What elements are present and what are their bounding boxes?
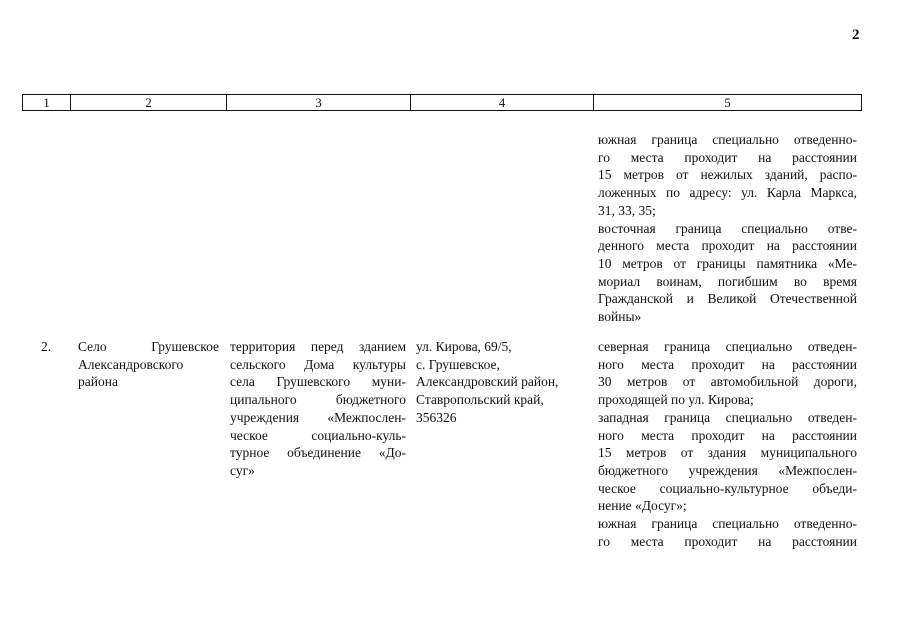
table-header-row — [22, 94, 862, 111]
header-col-5: 5 — [724, 95, 731, 110]
page-number: 2 — [852, 27, 860, 43]
header-col-3: 3 — [227, 95, 411, 110]
text-line: сельского Дома культуры — [230, 356, 406, 372]
text-line: бюджетного учреждения «Межпослен- — [598, 462, 857, 478]
text-line: южная граница специально отведенно- — [598, 132, 857, 147]
text-line: территория перед зданием — [230, 339, 406, 354]
text-line: ного места проходит на расстоянии — [598, 356, 857, 372]
text-line: Александровский район, — [416, 374, 559, 390]
text-line: го места проходит на расстоянии — [598, 149, 857, 165]
settlement-name-cell — [78, 338, 219, 391]
text-line: ул. Кирова, 69/5, — [416, 339, 512, 354]
territory-description-cell — [230, 338, 406, 480]
text-line: ного места проходит на расстоянии — [598, 427, 857, 443]
text-line: суг» — [230, 462, 255, 478]
header-col-2: 2 — [71, 95, 227, 110]
text-line: ципального бюджетного — [230, 392, 406, 408]
header-col-1: 1 — [23, 95, 71, 110]
text-line: 31, 33, 35; — [598, 202, 656, 218]
text-line: мориал воинам, погибшим во время — [598, 273, 857, 289]
text-line: села Грушевского муни- — [230, 374, 406, 390]
text-line: западная граница специально отведен- — [598, 409, 857, 425]
text-line: ческое социально-куль- — [230, 427, 406, 443]
text-line: денного места проходит на расстоянии — [598, 238, 857, 254]
row-number: 2. — [41, 339, 52, 354]
text-line: 15 метров от здания муниципального — [598, 445, 857, 461]
text-line: ческое социально-культурное объеди- — [598, 480, 857, 496]
text-line: го места проходит на расстоянии — [598, 533, 857, 549]
text-line: восточная граница специально отве- — [598, 220, 857, 236]
text-line: учреждения «Межпослен- — [230, 409, 406, 425]
address-cell — [416, 338, 586, 427]
text-line: с. Грушевское, — [416, 356, 500, 372]
text-line: турное объединение «До- — [230, 445, 406, 461]
text-line: 10 метров от границы памятника «Ме- — [598, 255, 857, 271]
text-line: района — [78, 374, 118, 390]
text-line: северная граница специально отведен- — [598, 339, 857, 354]
text-line: ложенных по адресу: ул. Карла Маркса, — [598, 185, 857, 201]
text-line: войны» — [598, 309, 642, 325]
continuation-col5-cell — [598, 131, 857, 326]
text-line: Ставропольский край, — [416, 392, 544, 408]
header-col-4: 4 — [411, 95, 594, 110]
text-line: 15 метров от нежилых зданий, распо- — [598, 167, 857, 183]
text-line: 356326 — [416, 409, 457, 425]
text-line: Александровского — [78, 356, 184, 372]
text-line: нение «Досуг»; — [598, 498, 687, 514]
text-line: 30 метров от автомобильной дороги, — [598, 374, 857, 390]
text-line: проходящей по ул. Кирова; — [598, 392, 754, 408]
text-line: южная граница специально отведенно- — [598, 516, 857, 532]
text-line: Гражданской и Великой Отечественной — [598, 291, 857, 307]
text-line: Село Грушевское — [78, 339, 219, 354]
boundaries-cell — [598, 338, 857, 550]
